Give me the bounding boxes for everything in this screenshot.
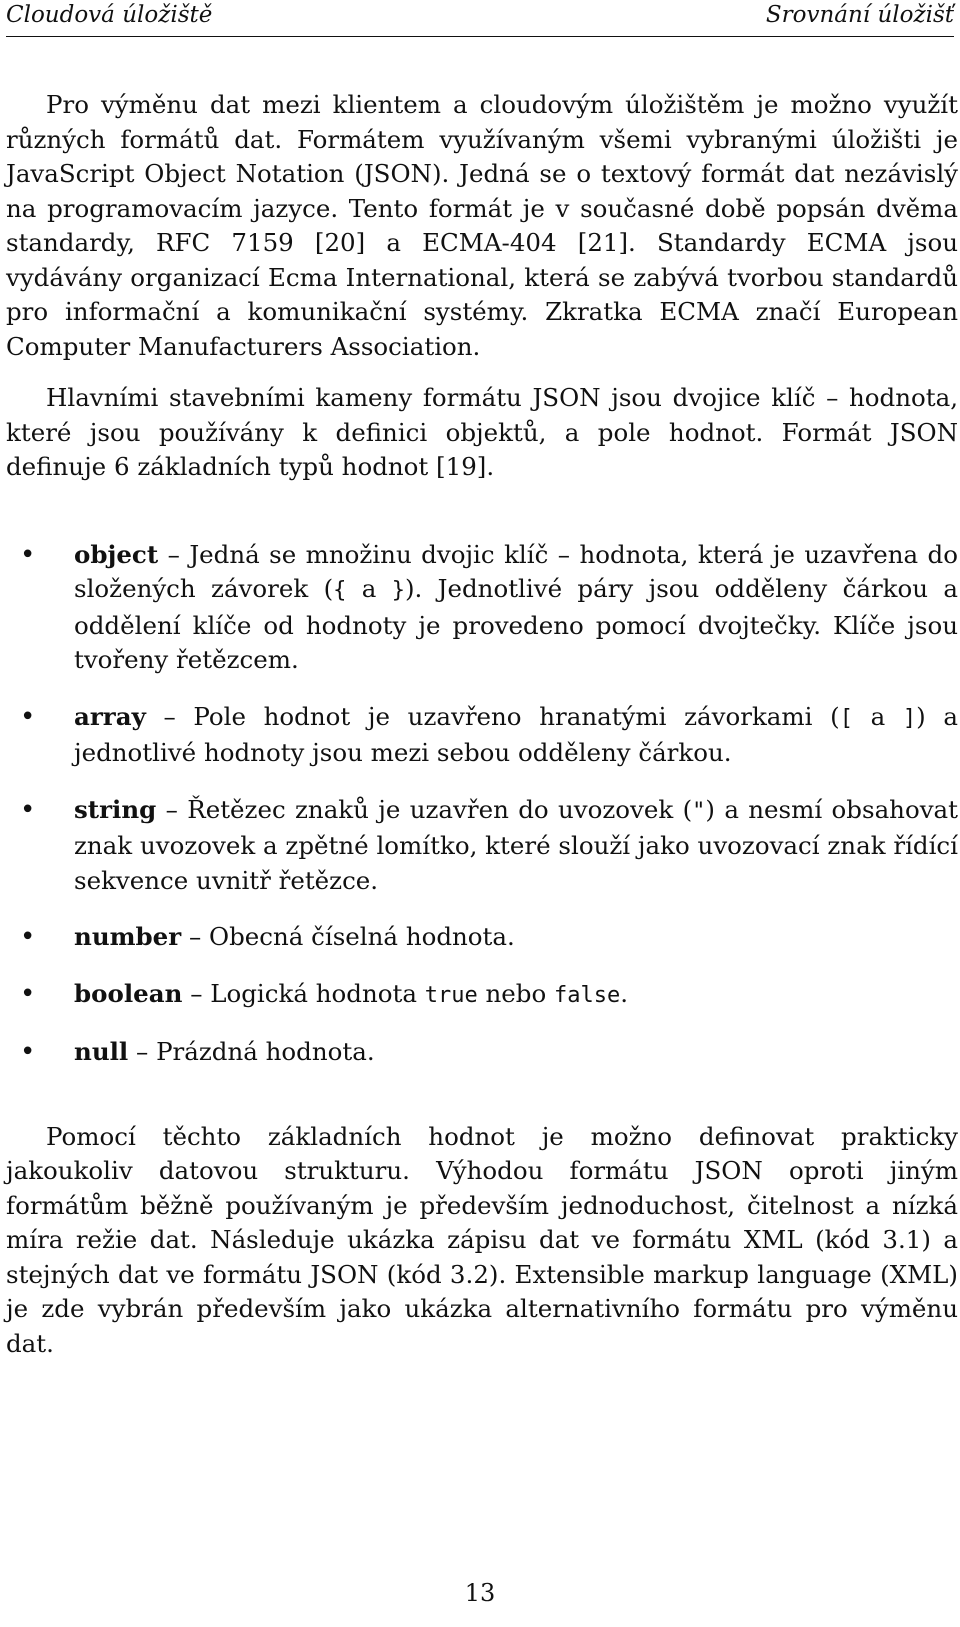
list-item-null: [6, 1035, 958, 1070]
desc-text: nebo: [477, 978, 554, 1008]
bullet-icon: •: [20, 701, 36, 732]
term-object: object: [74, 539, 159, 569]
list-item-number: [6, 920, 958, 955]
list-item-boolean: [6, 977, 958, 1014]
desc-text: a: [346, 574, 392, 603]
bullet-icon: •: [20, 978, 36, 1009]
list-item-object: [6, 538, 958, 678]
desc-text: – Jedná se množinu dvojic klíč – hodnota, která je uzavřena do složených závorek (: [74, 539, 958, 603]
code-close-brace: }: [391, 578, 405, 603]
paragraph-json-intro: Pro výměnu dat mezi klientem a cloudovým úložištěm je možno využít různých formátů dat. Formátem využívaným všemi vybranými úložišti je JavaScript Object Notation (JSON). Jedná se o textový formát dat nezávislý na programovacím jazyce. Tento formát je v současné době popsán dvěma standardy, RFC 7159 [20] a ECMA-404 [21]. Standardy ECMA jsou vydávány organizací Ecma International, která se zabývá tvorbou standardů pro informační a komunikační systémy. Zkratka ECMA značí European Computer Manufacturers Association.: [6, 90, 958, 361]
page-number: 13: [464, 1579, 496, 1607]
code-false: false: [554, 982, 621, 1008]
term-array: array: [74, 701, 146, 731]
desc-text: ) a jednotlivé hodnoty jsou mezi sebou odděleny čárkou.: [74, 701, 958, 767]
term-null: null: [74, 1037, 129, 1066]
bullet-icon: •: [20, 1037, 36, 1067]
running-header-chapter: Cloudová úložiště: [6, 2, 213, 28]
term-number: number: [74, 922, 182, 951]
paragraph-data-structures: Pomocí těchto základních hodnot je možno definovat prakticky jakoukoliv datovou strukturu. Výhodou formátu JSON oproti jiným formátům běžně používaným je především jednoduchost, čitelnost a nízká míra režie dat. Následuje ukázka zápisu dat ve formátu XML (kód 3.1) a stejných dat ve formátu JSON (kód 3.2). Extensible markup language (XML) je zde vybrán především jako ukázka alternativního formátu pro výměnu dat.: [6, 1121, 958, 1358]
bullet-icon: •: [20, 794, 36, 825]
desc-text: – Řetězec znaků je uzavřen do uvozovek (: [156, 794, 693, 824]
desc-text: – Prázdná hodnota.: [128, 1037, 375, 1066]
bullet-icon: •: [20, 539, 36, 570]
json-types-list: [6, 538, 958, 1070]
desc-text: ) a nesmí obsahovat znak uvozovek a zpětné lomítko, které slouží jako uvozovací znak řídící sekvence uvnitř řetězce.: [74, 794, 958, 895]
bullet-icon: •: [20, 922, 36, 952]
code-open-bracket: [: [839, 705, 853, 731]
desc-text: ). Jednotlivé páry jsou odděleny čárkou a oddělení klíče od hodnoty je provedeno pomocí dvojtečky. Klíče jsou tvořeny řetězcem.: [74, 574, 958, 674]
desc-text: – Logická hodnota: [182, 978, 425, 1008]
term-boolean: boolean: [74, 978, 183, 1008]
page-header: [6, 0, 954, 37]
running-header-section: Srovnání úložišť: [765, 2, 954, 28]
desc-text: – Obecná číselná hodnota.: [181, 922, 515, 951]
code-quote: ": [692, 798, 706, 824]
term-string: string: [74, 794, 157, 824]
list-item-string: [6, 793, 958, 899]
desc-text: .: [620, 978, 629, 1008]
code-open-brace: {: [333, 578, 347, 603]
code-close-bracket: ]: [902, 705, 917, 731]
page-content: [6, 88, 958, 1361]
desc-text: – Pole hodnot je uzavřeno hranatými závorkami (: [145, 701, 840, 731]
desc-text: a: [852, 701, 903, 731]
paragraph-json-building-blocks: Hlavními stavebními kameny formátu JSON jsou dvojice klíč – hodnota, které jsou používány k definici objektů, a pole hodnot. Formát JSON definuje 6 základních typů hodnot [19].: [6, 383, 958, 481]
list-item-array: [6, 700, 958, 771]
code-true: true: [424, 982, 478, 1008]
